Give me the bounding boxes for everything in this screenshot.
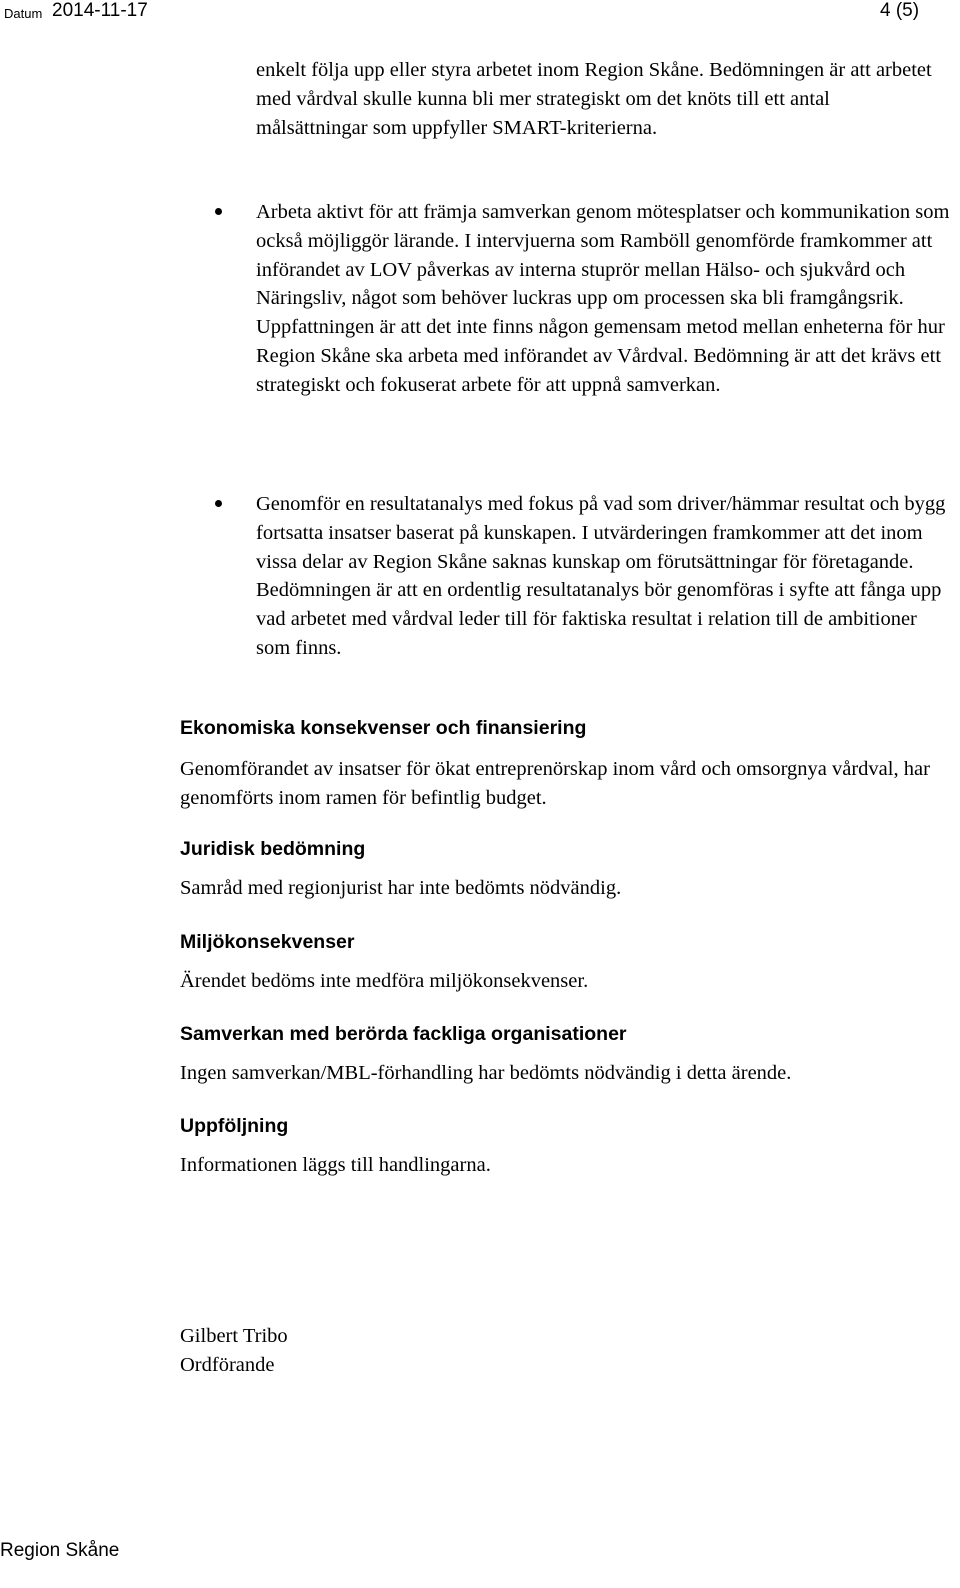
- section-text-legal: Samråd med regionjurist har inte bedömts nödvändig.: [180, 877, 622, 899]
- bullet-item: [256, 198, 956, 400]
- section-heading-economy: Ekonomiska konsekvenser och finansiering: [180, 717, 587, 739]
- page-number: 4 (5): [880, 0, 920, 21]
- bullet-icon: [215, 500, 222, 507]
- section-text-economy: Genomförandet av insatser för ökat entreprenörskap inom vård och omsorgnya vårdval, har genomförts inom ramen för befintlig budget.: [180, 758, 930, 809]
- section-heading-environment: Miljökonsekvenser: [180, 931, 355, 953]
- bullet-icon: [215, 208, 222, 215]
- footer-organization: Region Skåne: [0, 1540, 120, 1561]
- bullet-text: Genomför en resultatanalys med fokus på vad som driver/hämmar resultat och bygg fortsatta insatser baserat på kunskapen. I utvärderingen framkommer att det inom vissa delar av Region Skåne saknas kunskap om förutsättningar för företagande. Bedömningen är att en ordentlig resultatanalys bör genomföras i syfte att fånga upp vad arbetet med vårdval leder till för faktiska resultat i relation till de ambitioner som finns.: [256, 493, 946, 659]
- section-heading-legal: Juridisk bedömning: [180, 838, 366, 860]
- section-heading-unions: Samverkan med berörda fackliga organisationer: [180, 1023, 627, 1045]
- section-heading-followup: Uppföljning: [180, 1115, 289, 1137]
- bullet-text: Arbeta aktivt för att främja samverkan genom mötesplatser och kommunikation som också möjliggör lärande. I intervjuerna som Ramböll genomförde framkommer att införandet av LOV påverkas av interna stuprör mellan Hälso- och sjukvård och Näringsliv, något som behöver luckras upp om processen ska bli framgångsrik. Uppfattningen är att det inte finns någon gemensam metod mellan enheterna för hur Region Skåne ska arbeta med införandet av Vårdval. Bedömning är att det krävs ett strategiskt och fokuserat arbete för att uppnå samverkan.: [256, 201, 950, 396]
- continuation-paragraph: enkelt följa upp eller styra arbetet inom Region Skåne. Bedömningen är att arbetet med vårdval skulle kunna bli mer strategiskt om det knöts till ett antal målsättningar som uppfyller SMART-kriterierna.: [256, 59, 932, 139]
- section-text-followup: Informationen läggs till handlingarna.: [180, 1154, 491, 1176]
- section-text-environment: Ärendet bedöms inte medföra miljökonsekvenser.: [180, 970, 589, 992]
- signatory-name: Gilbert Tribo: [180, 1325, 288, 1347]
- signature-block: [180, 1322, 288, 1380]
- bullet-item: [256, 490, 956, 663]
- section-text-unions: Ingen samverkan/MBL-förhandling har bedömts nödvändig i detta ärende.: [180, 1062, 792, 1084]
- document-date: 2014-11-17: [52, 0, 148, 21]
- date-label: Datum: [4, 6, 43, 21]
- signatory-title: Ordförande: [180, 1353, 275, 1376]
